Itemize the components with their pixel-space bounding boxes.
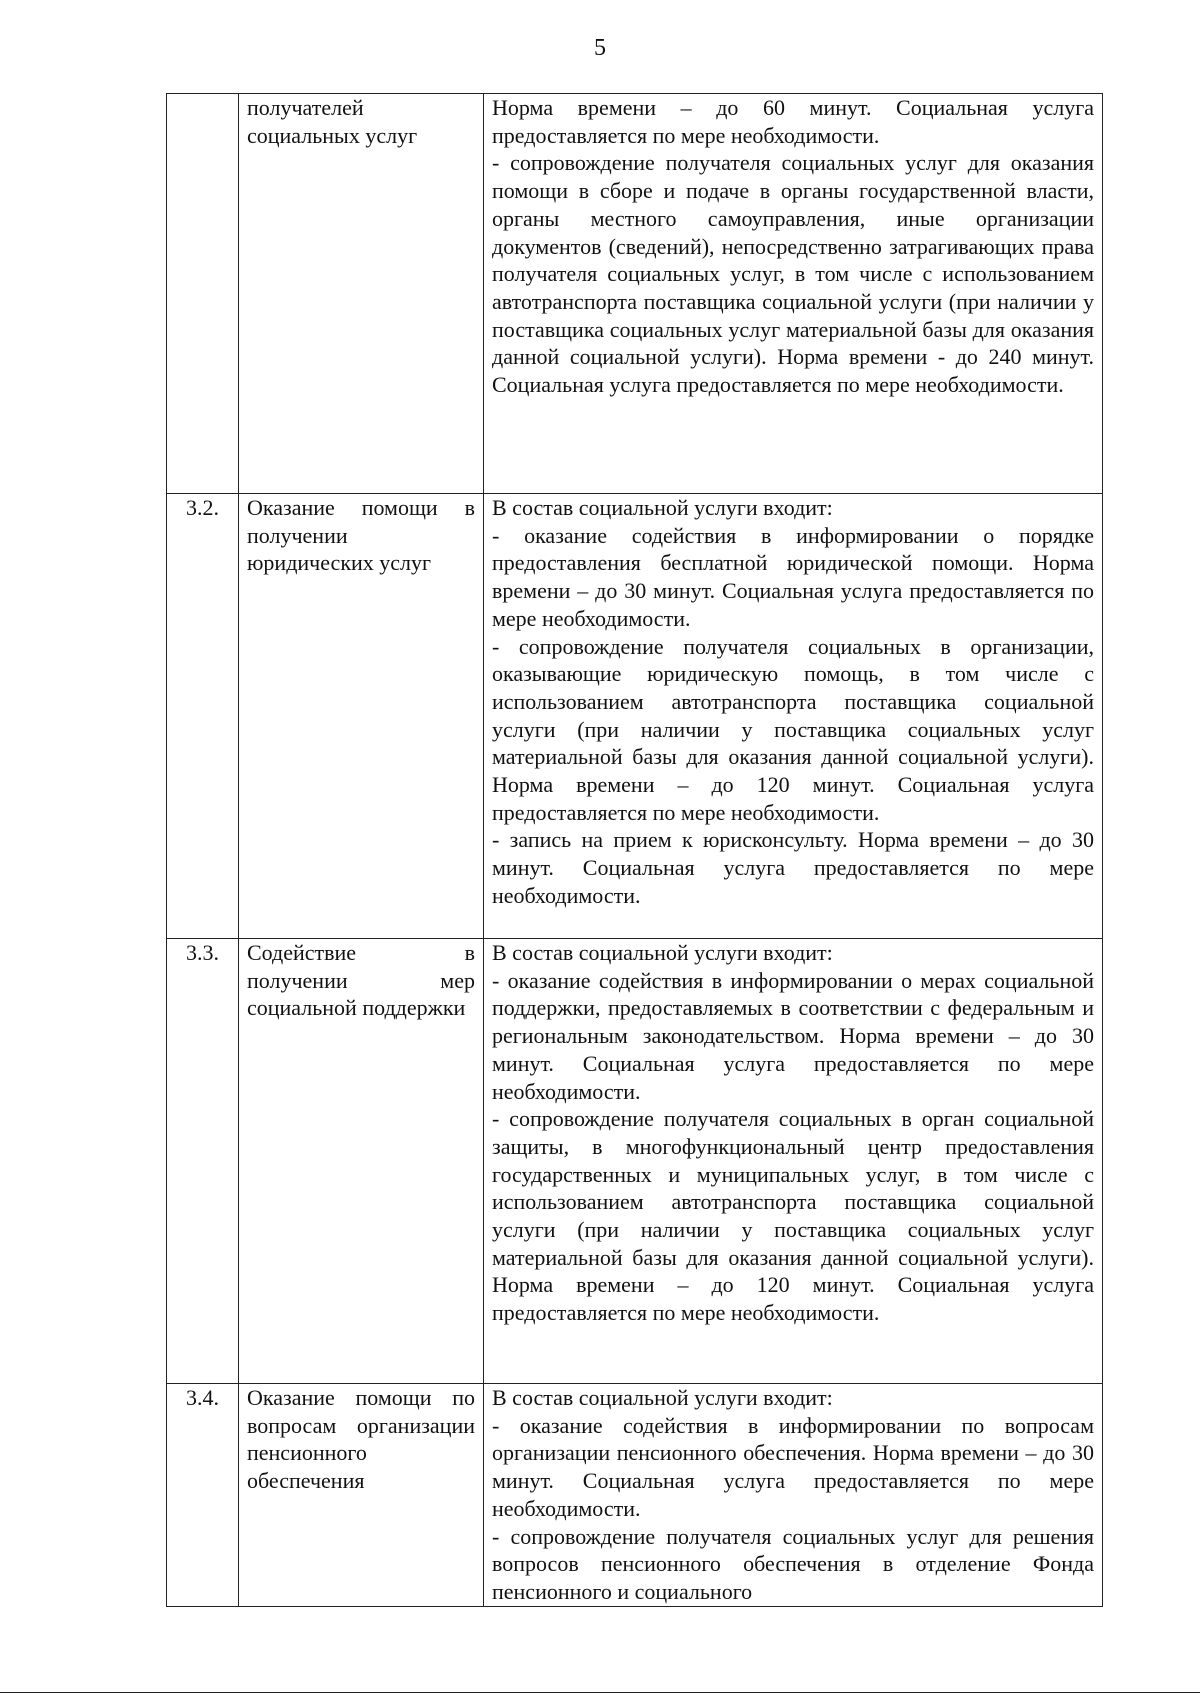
table-row xyxy=(167,494,1103,939)
description-paragraph: - оказание содействия в информировании о мерах социальной поддержки, предоставляемых в соответствии с федеральным и региональным законодательством. Норма времени – до 30 минут. Социальная услуга предоставляется по мере необходимости. xyxy=(492,967,1094,1104)
row-number-cell xyxy=(167,94,239,494)
service-name-cell: Оказание помощи в получении юридических услуг xyxy=(239,494,484,939)
description-paragraph: - запись на прием к юрисконсульту. Норма времени – до 30 минут. Социальная услуга предоставляется по мере необходимости. xyxy=(492,827,1094,908)
description-paragraph: - сопровождение получателя социальных услуг для решения вопросов пенсионного обеспечения в отделение Фонда пенсионного и социального xyxy=(492,1523,1094,1604)
service-description-cell xyxy=(484,939,1103,1384)
table-row xyxy=(167,94,1103,494)
service-description-cell xyxy=(484,494,1103,939)
row-number-cell: 3.4. xyxy=(167,1384,239,1607)
services-table xyxy=(166,93,1103,1607)
description-paragraph: Норма времени – до 60 минут. Социальная услуга предоставляется по мере необходимости. xyxy=(492,95,1094,148)
description-paragraph: - сопровождение получателя социальных услуг для оказания помощи в сборе и подаче в органы государственной власти, органы местного самоуправления, иные организации документов (сведений), непосредственно затрагивающих права получателя социальных услуг, в том числе с использованием автотранспорта поставщика социальной услуги (при наличии у поставщика социальных услуг материальной базы для оказания данной социальной услуги). Норма времени - до 240 минут. Социальная услуга предоставляется по мере необходимости. xyxy=(492,150,1094,398)
service-description-cell xyxy=(484,1384,1103,1607)
table-body xyxy=(167,94,1103,1607)
service-description-cell xyxy=(484,94,1103,494)
service-name-cell: получателей социальных услуг xyxy=(239,94,484,494)
description-paragraph: - оказание содействия в информировании по вопросам организации пенсионного обеспечения. Норма времени – до 30 минут. Социальная услуга предоставляется по мере необходимости. xyxy=(492,1412,1094,1521)
page-number: 5 xyxy=(594,35,606,61)
table-row xyxy=(167,939,1103,1384)
service-name-cell: Оказание помощи по вопросам организации пенсионного обеспечения xyxy=(239,1384,484,1607)
description-paragraph: В состав социальной услуги входит: xyxy=(492,495,833,520)
description-paragraph: В состав социальной услуги входит: xyxy=(492,940,833,965)
row-number-cell: 3.3. xyxy=(167,939,239,1384)
page-bottom-divider xyxy=(0,1692,1200,1693)
description-paragraph: - сопровождение получателя социальных в орган социальной защиты, в многофункциональный центр предоставления государственных и муниципальных услуг, в том числе с использованием автотранспорта поставщика социальной услуги (при наличии у поставщика социальных услуг материальной базы для оказания данной социальной услуги). Норма времени – до 120 минут. Социальная услуга предоставляется по мере необходимости. xyxy=(492,1106,1094,1326)
description-paragraph: - сопровождение получателя социальных в организации, оказывающие юридическую помощь, в том числе с использованием автотранспорта поставщика социальной услуги (при наличии у поставщика социальных услуг материальной базы для оказания данной социальной услуги). Норма времени – до 120 минут. Социальная услуга предоставляется по мере необходимости. xyxy=(492,633,1094,825)
description-paragraph: - оказание содействия в информировании о порядке предоставления бесплатной юридической помощи. Норма времени – до 30 минут. Социальная услуга предоставляется по мере необходимости. xyxy=(492,522,1094,631)
row-number-cell: 3.2. xyxy=(167,494,239,939)
table-row xyxy=(167,1384,1103,1607)
service-name-cell: Содействие в получении мер социальной поддержки xyxy=(239,939,484,1384)
description-paragraph: В состав социальной услуги входит: xyxy=(492,1385,833,1410)
